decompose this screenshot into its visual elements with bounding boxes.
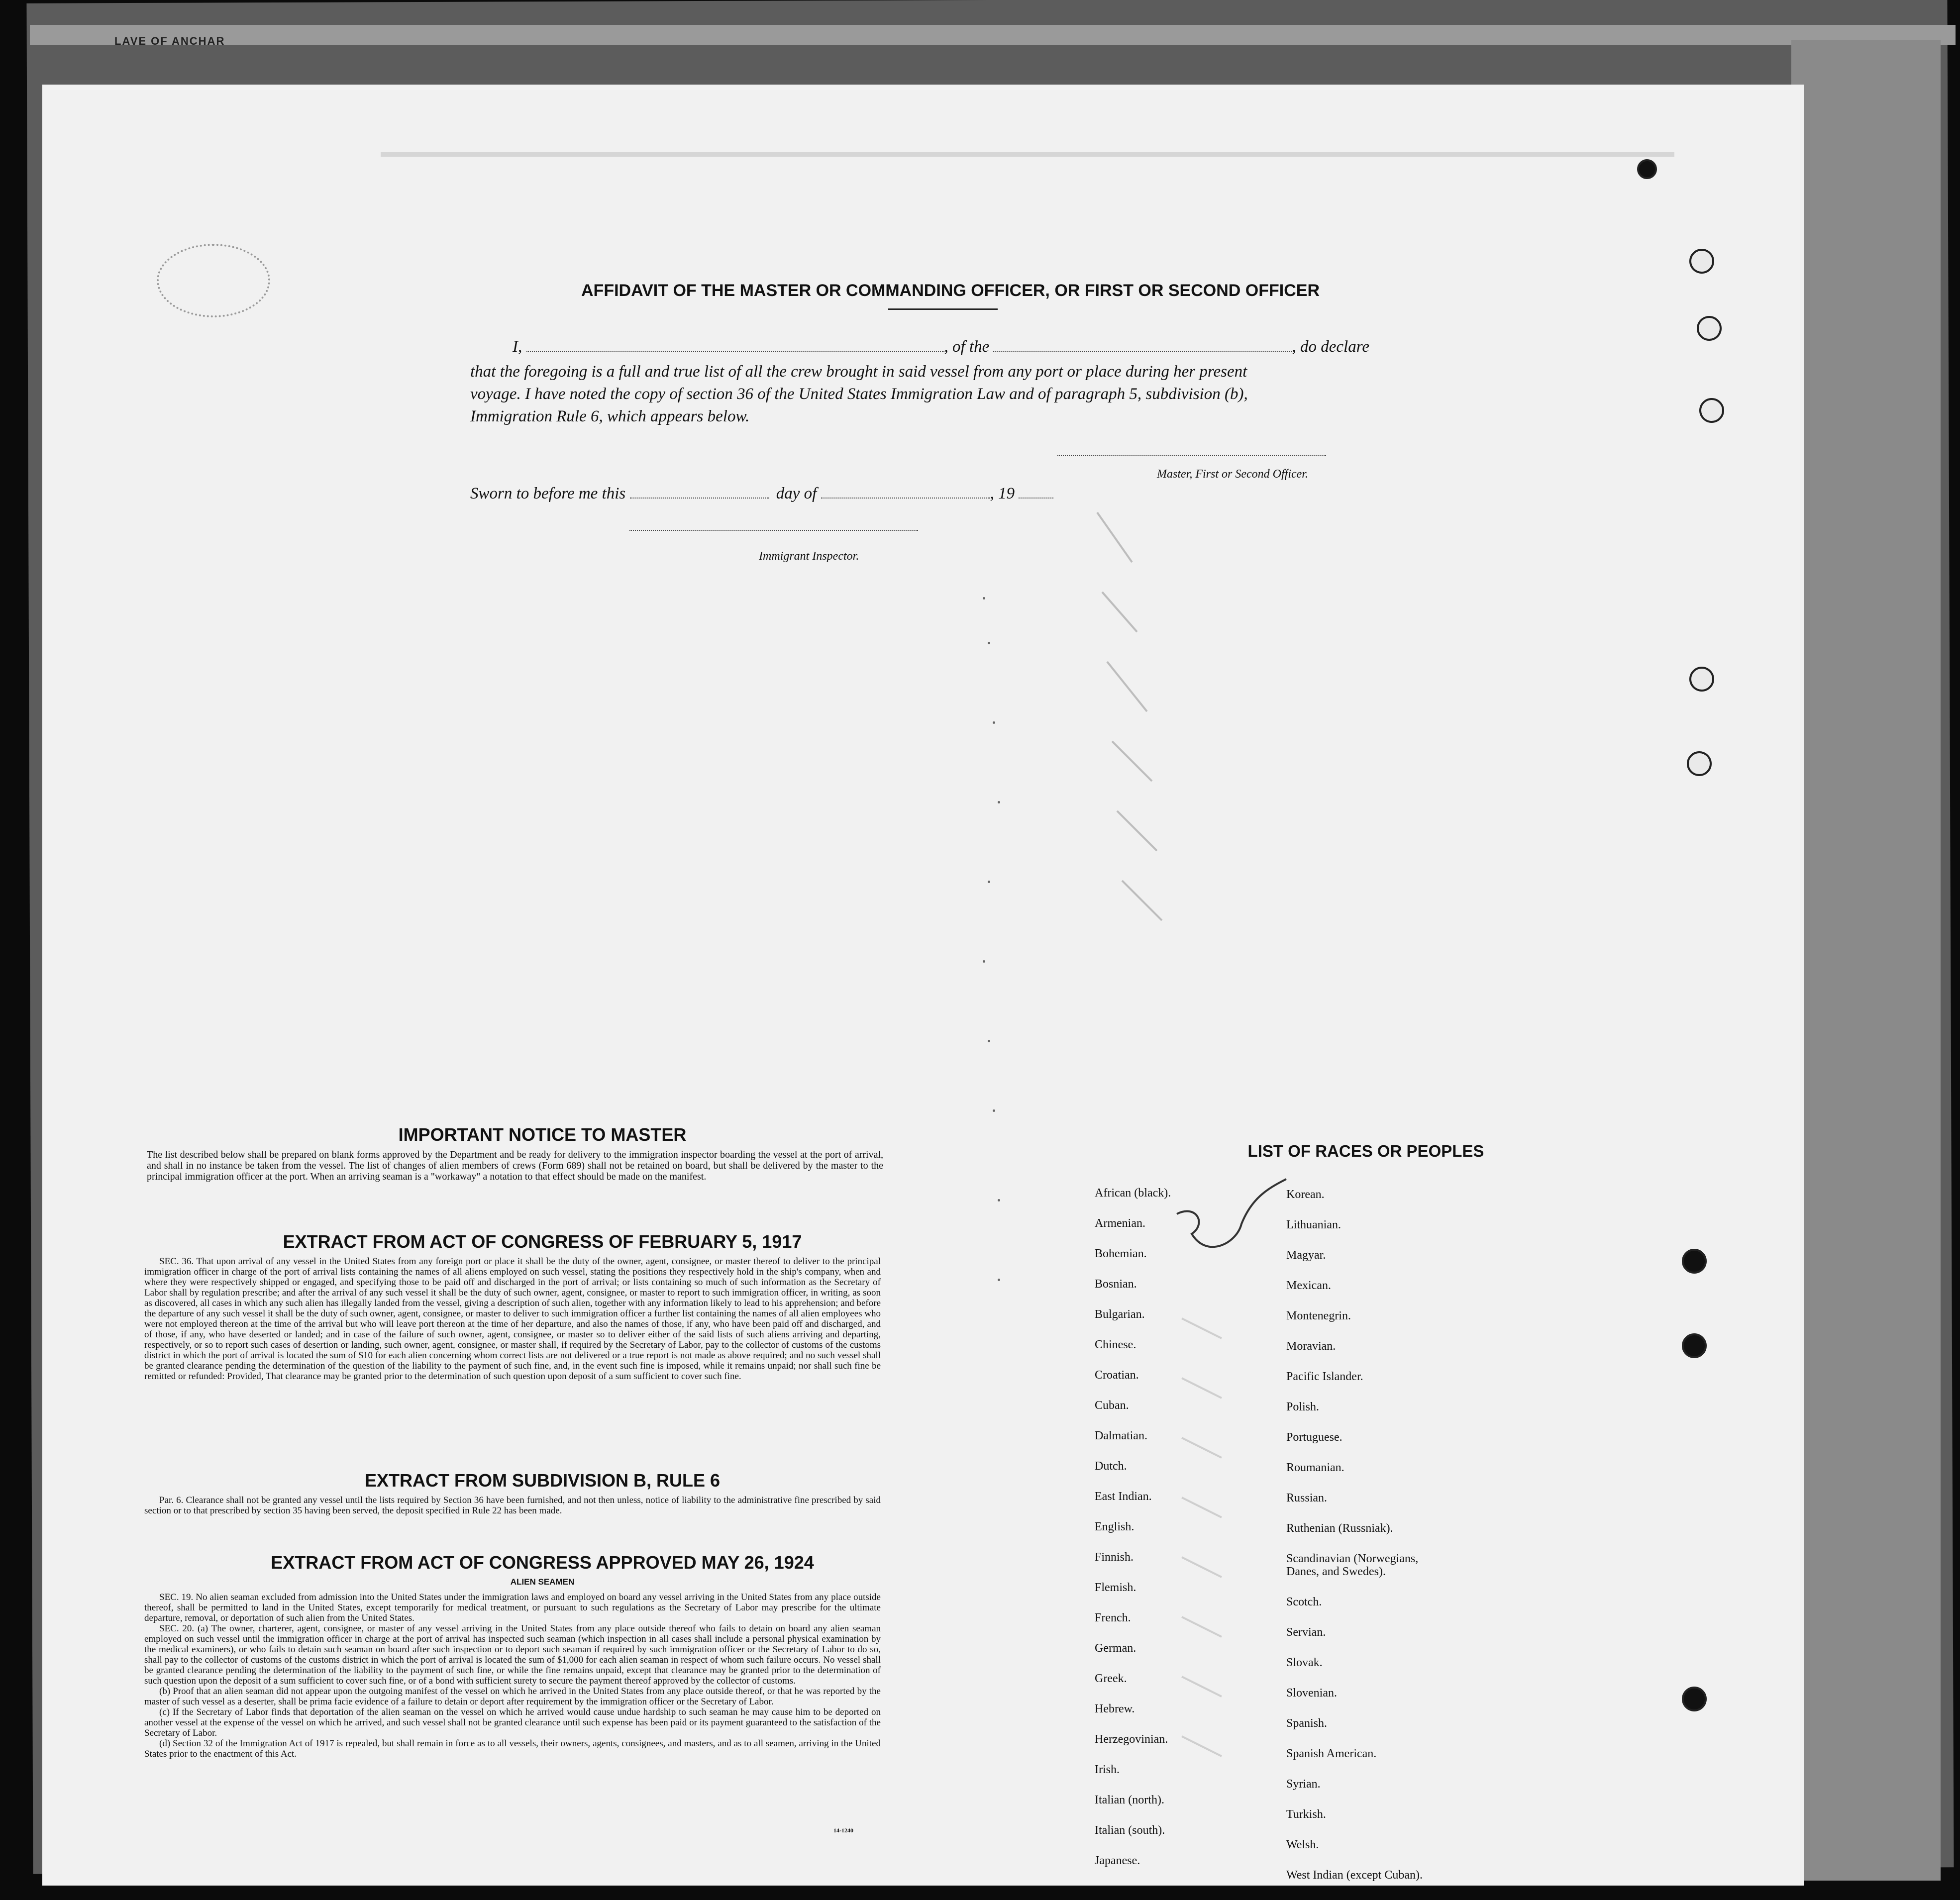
manifest-page bbox=[42, 85, 1804, 1886]
dot bbox=[988, 881, 990, 883]
race-item: Irish. bbox=[1095, 1763, 1120, 1776]
binder-hole bbox=[1689, 249, 1714, 274]
race-item: Armenian. bbox=[1095, 1217, 1145, 1230]
master-signature-label: Master, First or Second Officer. bbox=[1157, 468, 1308, 481]
race-item: Japanese. bbox=[1095, 1854, 1140, 1867]
extract-1924-title: EXTRACT FROM ACT OF CONGRESS APPROVED MAY 26, 1924 bbox=[271, 1552, 814, 1573]
extract-1924-text: SEC. 19. No alien seaman excluded from admission into the United States under the immigration laws and employed on board any vessel arriving in the United States from any place outside thereof, shall be permitted to land in the United States, except temporarily for medical treatment, or pursuant to such regulations as the Secretary of Labor may prescribe for the ultimate departure, removal, or deportation of such alien from the United States. SEC. 20. (a) The owner, charterer, agent, consignee, or master of any vessel arriving in the United States from any place outside thereof who fails to detain on board any alien seaman employed on such vessel until the immigration officer in charge at the port of arrival has inspected such seaman (which inspection in all cases shall include a personal physical examination by the medical examiners), or who fails to detain such seaman on board after such inspection or to deport such seaman if required by such immigration officer or the Secretary of Labor to do so, shall pay to the collector of customs of the customs district in which the port of arrival is located the sum of $1,000 for each alien seaman in respect of whom such failure occurs. No vessel shall be granted clearance pending the determination of the liability to the payment of such fine, or while the fine remains unpaid, except that clearance may be granted prior to the determination of such question upon the deposit of a sum sufficient to cover such fine, or of a bond with sufficient surety to secure the payment thereof approved by the collector of customs. (b) Proof that an alien seaman did not appear upon the outgoing manifest of the vessel on which he arrived in the United States from any place outside thereof, or that he was reported by the master of such vessel as a deserter, shall be prima facie evidence of a failure to detain or deport after requirement by the immigration officer or the Secretary of Labor. (c) If the Secretary of Labor finds that deportation of the alien seaman on the vessel on which he arrived would cause undue hardship to such seaman he may cause him to be deported on another vessel at the expense of the vessel on which he arrived, and such vessel shall not be granted clearance until such expense has been paid or its payment guaranteed to the satisfaction of the Secretary of Labor. (d) Section 32 of the Immigration Act of 1917 is repealed, but shall remain in force as to all vessels, their owners, agents, consignees, and masters, and as to all seamen, arriving in the United States prior to the enactment of this Act. bbox=[144, 1592, 881, 1759]
race-item: Croatian. bbox=[1095, 1369, 1139, 1382]
clip-mark bbox=[1637, 159, 1657, 179]
affidavit-line-1: I, , of the , do declare bbox=[513, 338, 1369, 356]
race-item: Bosnian. bbox=[1095, 1278, 1137, 1291]
race-item: Danes, and Swedes). bbox=[1286, 1565, 1386, 1578]
race-item: Montenegrin. bbox=[1286, 1309, 1351, 1322]
race-item: Flemish. bbox=[1095, 1581, 1136, 1594]
race-item: Lithuanian. bbox=[1286, 1218, 1341, 1231]
master-name-blank[interactable] bbox=[526, 341, 944, 352]
race-item: West Indian (except Cuban). bbox=[1286, 1869, 1423, 1882]
inspector-label: Immigrant Inspector. bbox=[759, 550, 859, 563]
race-item: Finnish. bbox=[1095, 1551, 1134, 1564]
notice-title: IMPORTANT NOTICE TO MASTER bbox=[398, 1124, 687, 1145]
dot bbox=[988, 1040, 990, 1042]
race-item: Pacific Islander. bbox=[1286, 1370, 1363, 1383]
race-item: Greek. bbox=[1095, 1672, 1127, 1685]
bleed-through-header bbox=[381, 144, 1724, 169]
dot bbox=[993, 1109, 995, 1112]
race-item: Italian (south). bbox=[1095, 1824, 1165, 1837]
race-item: Chinese. bbox=[1095, 1338, 1136, 1351]
sworn-line: Sworn to before me this day of , 19 bbox=[470, 483, 1416, 505]
alien-seamen-subtitle: ALIEN SEAMEN bbox=[510, 1577, 575, 1587]
race-item: English. bbox=[1095, 1520, 1135, 1533]
race-item: Russian. bbox=[1286, 1492, 1328, 1504]
race-item: Mexican. bbox=[1286, 1279, 1331, 1292]
binder-hole bbox=[1697, 316, 1722, 341]
race-item: French. bbox=[1095, 1611, 1131, 1624]
dot bbox=[998, 801, 1000, 803]
race-item: Ruthenian (Russniak). bbox=[1286, 1522, 1393, 1535]
race-item: Roumanian. bbox=[1286, 1461, 1344, 1474]
affidavit-line-2: that the foregoing is a full and true list of all the crew brought in said vessel from any port or place during her present bbox=[470, 363, 1247, 381]
bleed-through-marks bbox=[1087, 502, 1217, 1000]
underlying-sheet-right bbox=[1791, 40, 1941, 1881]
binder-hole bbox=[1699, 398, 1724, 423]
form-number: 14-1240 bbox=[833, 1827, 853, 1834]
extract-rule6-text: Par. 6. Clearance shall not be granted any vessel until the lists required by Section 36 have been furnished, and not then unless, notice of liability to the administrative fine prescribed by said section or to that prescribed by section 35 having been served, the deposit specified in Rule 22 has been made. bbox=[144, 1495, 881, 1516]
extract-1917-text: SEC. 36. That upon arrival of any vessel in the United States from any foreign port or place it shall be the duty of the owner, agent, consignee, or master thereof to deliver to the principal immigration officer in charge of the port of arrival lists containing the names of all aliens employed on such vessel, stating the positions they respectively hold in the ship's company, when and where they were respectively shipped or engaged, and specifying those to be paid off and discharged in the port of arrival; or lists containing so much of such information as the Secretary of Labor shall by regulation prescribe; and after the arrival of any such vessel it shall be the duty of such owner, agent, consignee, or master to report to such immigration officer, in writing, as soon as discovered, all cases in which any such alien has illegally landed from the vessel, giving a description of such alien, together with any information likely to lead to his apprehension; and before the departure of any such vessel it shall be the duty of such owner, agent, consignee, or master to deliver to such immigration officer a further list containing the names of all alien employees who were not employed thereon at the time of the arrival but who will leave port thereon at the time of her departure, and also the names of those, if any, who have been paid off and discharged, and of those, if any, who have deserted or landed; and in case of the failure of such owner, agent, consignee, or master so to deliver either of the said lists of such aliens arriving and departing, respectively, or so to report such cases of desertion or landing, such owner, agent, consignee, or master shall, if required by the Secretary of Labor, pay to the collector of customs of the customs district in which the port of arrival is located the sum of $10 for each alien concerning whom correct lists are not delivered or a true report is not made as above required; and no such vessel shall be granted clearance pending the determination of the question of the liability to the payment of such fine, and, in the event such fine is imposed, while it remains unpaid; nor shall such fine be remitted or refunded: Provided, That clearance may be granted prior to the determination of such question upon deposit of a sum sufficient to cover such fine. bbox=[144, 1256, 881, 1382]
dot bbox=[983, 960, 985, 963]
race-item: Magyar. bbox=[1286, 1249, 1326, 1262]
extract-rule6-title: EXTRACT FROM SUBDIVISION B, RULE 6 bbox=[364, 1470, 721, 1491]
binder-hole bbox=[1689, 667, 1714, 692]
race-item: Italian (north). bbox=[1095, 1794, 1164, 1806]
faint-check-marks bbox=[1177, 1308, 1246, 1806]
races-title: LIST OF RACES OR PEOPLES bbox=[1247, 1142, 1484, 1160]
race-item: Cuban. bbox=[1095, 1399, 1129, 1412]
race-item: Slovenian. bbox=[1286, 1687, 1337, 1700]
race-item: Servian. bbox=[1286, 1626, 1326, 1639]
dot bbox=[998, 1199, 1000, 1201]
race-item: Herzegovinian. bbox=[1095, 1733, 1168, 1746]
affidavit-title: AFFIDAVIT OF THE MASTER OR COMMANDING OFFICER, OR FIRST OR SECOND OFFICER bbox=[581, 281, 1320, 300]
race-item: Turkish. bbox=[1286, 1808, 1326, 1821]
notice-text: The list described below shall be prepared on blank forms approved by the Department and be ready for delivery to the immigration inspector boarding the vessel at the port of arrival, and shall in no instance be taken from the vessel. The list of changes of alien members of crews (Form 689) shall not be retained on board, but shall be delivered by the master to the principal immigration officer at the port. When an arriving seaman is a "workaway" a notation to that effect should be made on the manifest. bbox=[147, 1149, 883, 1182]
stub-text: LAVE OF ANCHAR bbox=[114, 35, 225, 47]
pen-scribble bbox=[1157, 1169, 1316, 1269]
binder-hole bbox=[1682, 1249, 1707, 1274]
dot bbox=[993, 721, 995, 724]
race-item: Portuguese. bbox=[1286, 1431, 1342, 1444]
race-item: Spanish. bbox=[1286, 1717, 1328, 1730]
faded-stamp bbox=[157, 244, 270, 317]
race-item: Scotch. bbox=[1286, 1596, 1322, 1608]
race-item: Syrian. bbox=[1286, 1778, 1321, 1791]
master-signature-line[interactable] bbox=[1057, 455, 1326, 456]
race-item: German. bbox=[1095, 1642, 1136, 1655]
race-item: Polish. bbox=[1286, 1400, 1320, 1413]
sworn-year-blank[interactable] bbox=[1019, 488, 1053, 499]
sworn-day-blank[interactable] bbox=[630, 488, 769, 499]
race-item: Spanish American. bbox=[1286, 1747, 1377, 1760]
race-item: Hebrew. bbox=[1095, 1702, 1135, 1715]
dot bbox=[988, 642, 990, 644]
extract-1917-title: EXTRACT FROM ACT OF CONGRESS OF FEBRUARY 5, 1917 bbox=[283, 1231, 802, 1252]
race-item: African (black). bbox=[1095, 1187, 1171, 1200]
affidavit-line-4: Immigration Rule 6, which appears below. bbox=[470, 407, 750, 425]
sworn-month-blank[interactable] bbox=[821, 488, 990, 499]
underlying-sheet-edge bbox=[30, 25, 1956, 45]
binder-hole bbox=[1682, 1687, 1707, 1711]
inspector-signature-line[interactable] bbox=[629, 530, 918, 531]
binder-hole bbox=[1687, 751, 1712, 776]
vessel-name-blank[interactable] bbox=[993, 341, 1292, 352]
race-item: Dalmatian. bbox=[1095, 1429, 1147, 1442]
dot bbox=[983, 597, 985, 600]
race-item: Dutch. bbox=[1095, 1460, 1127, 1473]
race-item: Scandinavian (Norwegians, bbox=[1286, 1552, 1419, 1565]
race-item: Slovak. bbox=[1286, 1656, 1323, 1669]
race-item: East Indian. bbox=[1095, 1490, 1152, 1503]
race-item: Bohemian. bbox=[1095, 1247, 1147, 1260]
affidavit-line-3: voyage. I have noted the copy of section 36 of the United States Immigration Law and of paragraph 5, subdivision (b), bbox=[470, 385, 1248, 403]
race-item: Korean. bbox=[1286, 1188, 1325, 1201]
race-item: Welsh. bbox=[1286, 1838, 1319, 1851]
binder-hole bbox=[1682, 1333, 1707, 1358]
race-item: Moravian. bbox=[1286, 1340, 1336, 1353]
race-item: Bulgarian. bbox=[1095, 1308, 1145, 1321]
title-rule bbox=[888, 308, 998, 310]
dot bbox=[998, 1279, 1000, 1281]
